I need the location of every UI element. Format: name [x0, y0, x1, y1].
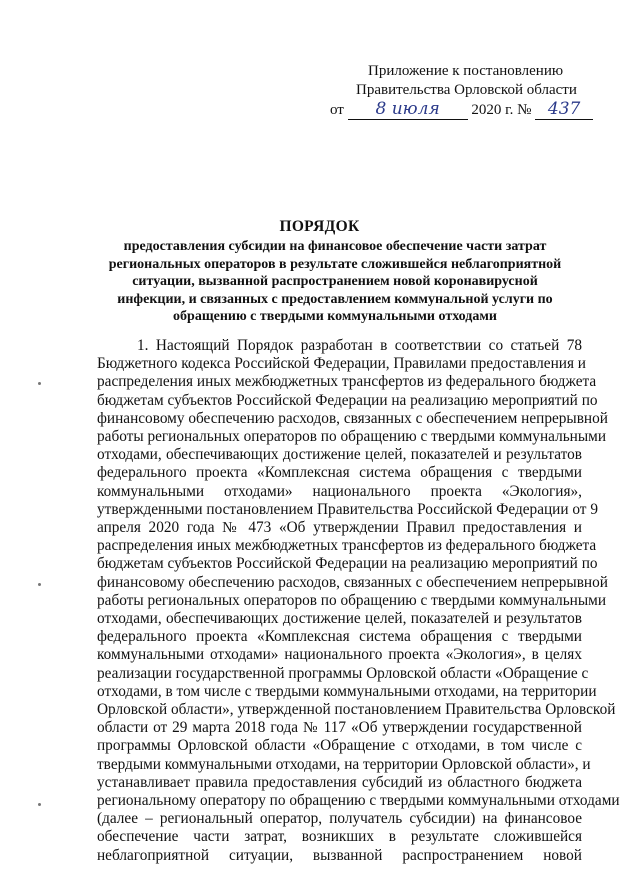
body-line: 1. Настоящий Порядок разработан в соответствии со статьей 78 [137, 337, 582, 354]
appendix-line-2: Правительства Орловской области [356, 82, 577, 98]
body-line: распределения иных межбюджетных трансфертов из федерального бюджета [97, 373, 597, 391]
appendix-block [330, 62, 590, 120]
handwritten-number: 437 [535, 100, 593, 120]
body-line: региональному оператору по обращению с твердыми коммунальными отходами [97, 792, 620, 810]
body-line: реализации государственной программы Орловской области «Обращение с [97, 664, 589, 682]
body-line: Бюджетного кодекса Российской Федерации, Правилами предоставления и [97, 355, 586, 373]
body-line: финансовому обеспечению расходов, связанных с обеспечением непрерывной [97, 409, 608, 427]
body-line: апреля 2020 года № 473 «Об утверждении Правил предоставления и [97, 519, 582, 537]
from-label: от [330, 102, 344, 118]
body-line: отходами, обеспечивающих достижение целей, показателей и результатов [97, 446, 582, 464]
body-line: Орловской области», утвержденной постановлением Правительства Орловской [97, 701, 616, 719]
body-line: неблагоприятной ситуации, вызванной распространением новой [97, 846, 582, 864]
scan-speck [38, 382, 41, 385]
body-line: бюджетам субъектов Российской Федерации на реализацию мероприятий по [97, 555, 598, 573]
body-line: финансовому обеспечению расходов, связанных с обеспечением непрерывной [97, 573, 608, 591]
body-line: коммунальными отходами» национального проекта «Экология», в целях [97, 646, 582, 664]
document-subtitle: предоставления субсидии на финансовое обеспечение части затрат региональных операторов в результате сложившейся неблагоприятной ситуации, вызванной распространением новой коронавирусной инфекции, и связанных с предоставлением коммунальной услуги по обращению с твердыми коммунальными отходами [108, 239, 562, 325]
body-line: обеспечение части затрат, возникших в результате сложившейся [97, 828, 582, 846]
scan-speck [38, 583, 41, 586]
scan-speck [38, 803, 41, 806]
body-line: бюджетам субъектов Российской Федерации на реализацию мероприятий по [97, 391, 598, 409]
body-line: работы региональных операторов по обращению с твердыми коммунальными [97, 428, 607, 446]
body-line: коммунальными отходами» национального проекта «Экология», [97, 482, 582, 500]
document-title: ПОРЯДОК [279, 218, 360, 235]
body-line: твердыми коммунальными отходами, на территории Орловской области», и [97, 755, 591, 773]
handwritten-date: 8 июля [348, 100, 468, 120]
body-line: утвержденными постановлением Правительства Российской Федерации от 9 [97, 500, 598, 518]
body-line: (далее – региональный оператор, получатель субсидии) на финансовое [97, 810, 582, 828]
body-paragraph [97, 337, 620, 865]
body-line: отходами, обеспечивающих достижение целей, показателей и результатов [97, 610, 582, 628]
body-line: распределения иных межбюджетных трансфертов из федерального бюджета [97, 537, 597, 555]
body-line: отходами, в том числе с твердыми коммунальными отходами, на территории [97, 682, 597, 700]
appendix-date-line [330, 100, 590, 120]
body-line: работы региональных операторов по обращению с твердыми коммунальными [97, 591, 607, 609]
appendix-line-1: Приложение к постановлению [368, 63, 564, 79]
body-line: области от 29 марта 2018 года № 117 «Об утверждении государственной [97, 719, 582, 737]
body-line: устанавливает правила предоставления субсидий из областного бюджета [97, 773, 582, 791]
body-line: федерального проекта «Комплексная система обращения с твердыми [97, 628, 582, 646]
year-number-label: 2020 г. № [471, 102, 532, 118]
body-line: программы Орловской области «Обращение с отходами, в том числе с [97, 737, 582, 755]
body-line: федерального проекта «Комплексная система обращения с твердыми [97, 464, 582, 482]
